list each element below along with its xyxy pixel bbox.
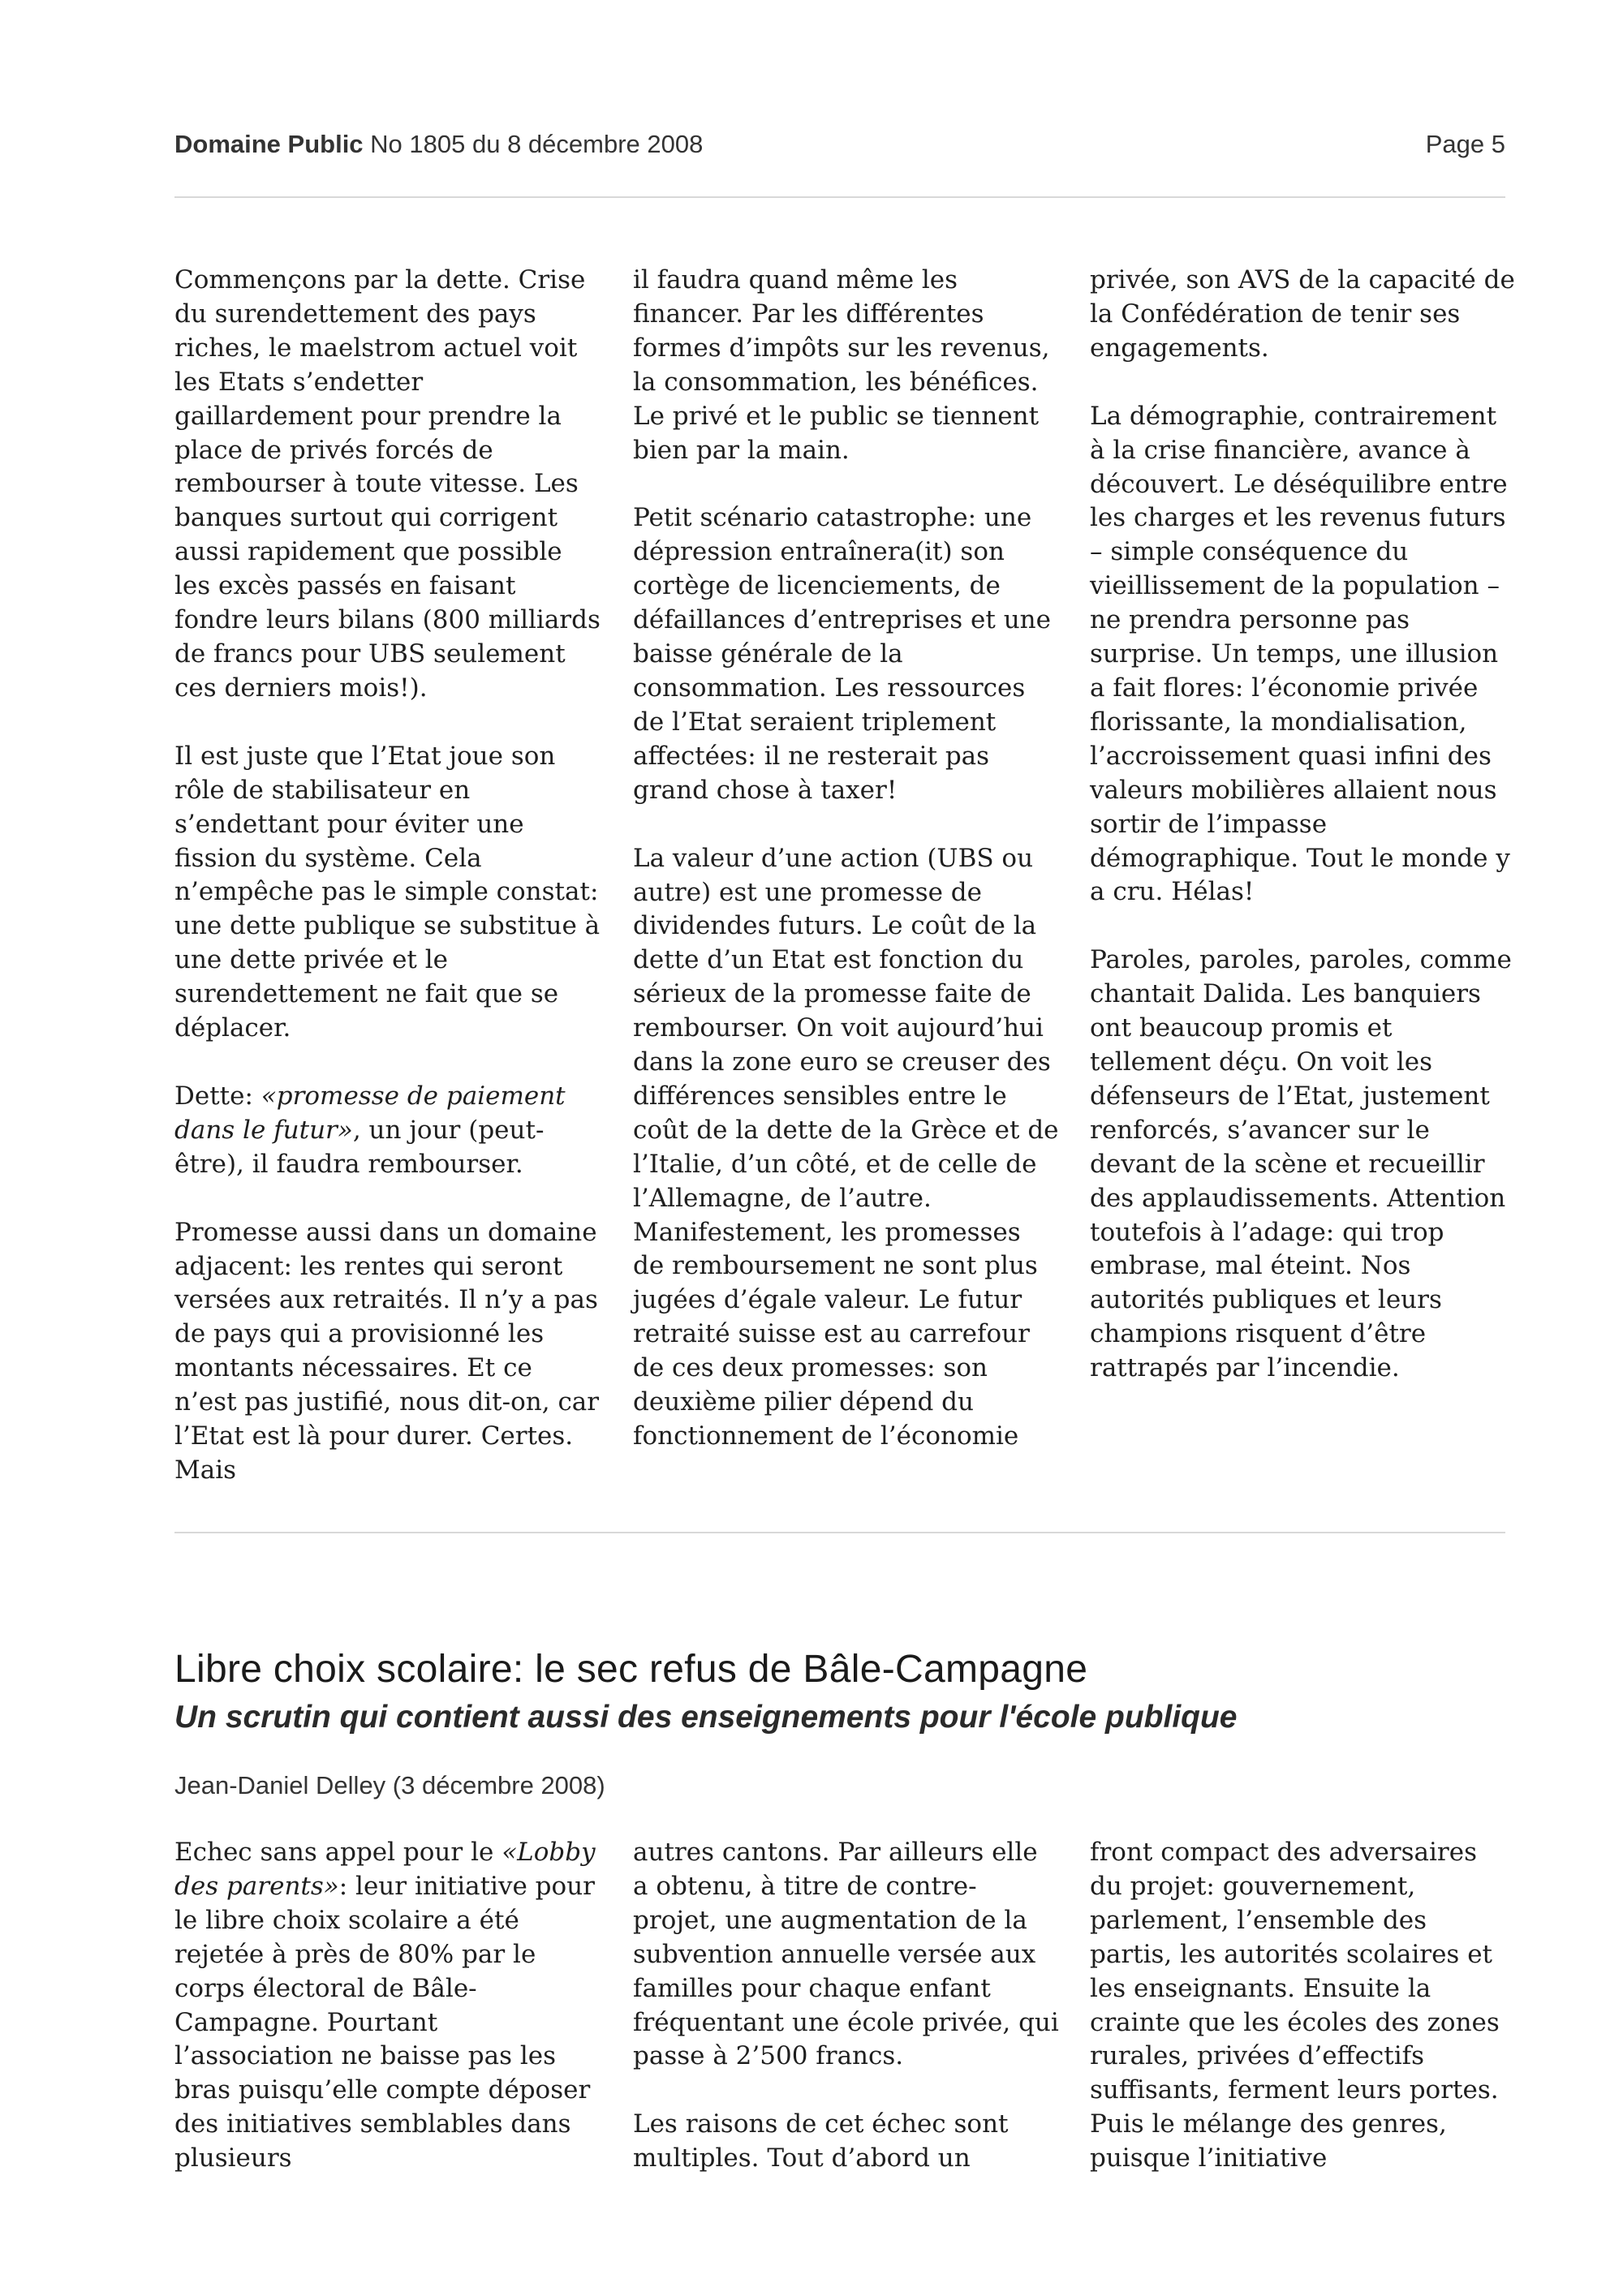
dette-label: Dette:	[174, 1081, 261, 1111]
lead-text: Echec sans appel pour le	[174, 1838, 502, 1867]
paragraph: Petit scénario catastrophe: une dépression entraînera(it) son cortège de licenciements, de défaillances d’entreprises et une baisse générale de la consommation. Les ressources de l’Etat seraient triplement affectées: il ne resterait pas grand chose à taxer!	[633, 503, 1051, 805]
dette-rest: , un jour (peut-être), il faudra rembourser.	[174, 1115, 545, 1179]
issue-info: No 1805 du 8 décembre 2008	[370, 130, 704, 158]
publication-name: Domaine Public	[174, 130, 364, 158]
article-byline: Jean-Daniel Delley (3 décembre 2008)	[174, 1771, 605, 1799]
paragraph: Il est juste que l’Etat joue son rôle de stabilisateur en s’endettant pour éviter une fission du système. Cela n’empêche pas le simple constat: une dette publique se substitue à une dette privée et le surendettement ne fait que se déplacer.	[174, 741, 601, 1043]
paragraph: La démographie, contrairement à la crise financière, avance à découvert. Le déséquilibre entre les charges et les revenus futurs – simple conséquence du vieillissement de la population – ne prendra personne pas surprise. Un temps, une illusion a fait flores: l’économie privée florissante, la mondialisation, l’accroissement quasi infini des valeurs mobilières allaient nous sortir de l’impasse démographique. Tout le monde y a cru. Hélas!	[1090, 401, 1510, 907]
article2-column-2	[633, 1836, 1059, 2176]
paragraph: Commençons par la dette. Crise du surendettement des pays riches, le maelstrom actuel voit les Etats s’endetter gaillardement pour prendre la place de privés forcés de rembourser à toute vitesse. Les banques surtout qui corrigent aussi rapidement que possible les excès passés en faisant fondre leurs bilans (800 milliards de francs pour UBS seulement ces derniers mois!).	[174, 265, 601, 703]
page-header	[174, 130, 1505, 170]
paragraph: front compact des adversaires du projet: gouvernement, parlement, l’ensemble des partis, les autorités scolaires et les enseignants. Ensuite la crainte que les écoles des zones rurales, privées d’effectifs suffisants, ferment leurs portes. Puis le mélange des genres, puisque l’initiative	[1090, 1838, 1500, 2173]
article2-column-1	[174, 1836, 601, 2176]
article-title: Libre choix scolaire: le sec refus de Bâle-Campagne	[174, 1648, 1088, 1691]
lead-rest: : leur initiative pour le libre choix scolaire a été rejetée à près de 80% par le corps électoral de Bâle-Campagne. Pourtant l’association ne baisse pas les bras puisqu’elle compte déposer des initiatives semblables dans plusieurs	[174, 1871, 595, 2173]
paragraph: La valeur d’une action (UBS ou autre) est une promesse de dividendes futurs. Le coût de la dette d’un Etat est fonction du sérieux de la promesse faite de rembourser. On voit aujourd’hui dans la zone euro se creuser des différences sensibles entre le coût de la dette de la Grèce et de l’Italie, d’un côté, et de celle de l’Allemagne, de l’autre. Manifestement, les promesses de remboursement ne sont plus jugées d’égale valeur. Le futur retraité suisse est au carrefour de ces deux promesses: son deuxième pilier dépend du fonctionnement de l’économie	[633, 843, 1059, 1451]
paragraph: Promesse aussi dans un domaine adjacent: les rentes qui seront versées aux retraités. Il n’y a pas de pays qui a provisionné les montants nécessaires. Et ce n’est pas justifié, nous dit-on, car l’Etat est là pour durer. Certes. Mais	[174, 1217, 600, 1485]
dette-quote: «promesse de paiement dans le futur»	[174, 1081, 566, 1145]
paragraph: Les raisons de cet échec sont multiples. Tout d’abord un	[633, 2109, 1009, 2173]
paragraph: Paroles, paroles, paroles, comme chantait Dalida. Les banquiers ont beaucoup promis et tellement déçu. On voit les défenseurs de l’Etat, justement renforcés, s’avancer sur le devant de la scène et recueillir des applaudissements. Attention toutefois à l’adage: qui trop embrase, mal éteint. Nos autorités publiques et leurs champions risquent d’être rattrapés par l’incendie.	[1090, 945, 1512, 1383]
article2-column-3	[1090, 1836, 1516, 2176]
lobby-quote: «Lobby des parents»	[174, 1838, 596, 1901]
article1-column-1	[174, 264, 601, 1488]
article1-column-3	[1090, 264, 1516, 1386]
header-divider	[174, 196, 1505, 198]
page-number: Page 5	[1425, 130, 1505, 158]
article-subtitle: Un scrutin qui contient aussi des enseignements pour l'école publique	[174, 1700, 1238, 1735]
paragraph: il faudra quand même les financer. Par les différentes formes d’impôts sur les revenus, la consommation, les bénéfices. Le privé et le public se tiennent bien par la main.	[633, 265, 1050, 465]
article-divider	[174, 1532, 1505, 1533]
paragraph: privée, son AVS de la capacité de la Confédération de tenir ses engagements.	[1090, 265, 1515, 363]
paragraph	[174, 1836, 601, 2176]
article1-column-2	[633, 264, 1059, 1454]
paragraph	[174, 1080, 601, 1182]
paragraph: autres cantons. Par ailleurs elle a obtenu, à titre de contre-projet, une augmentation de la subvention annuelle versée aux familles pour chaque enfant fréquentant une école privée, qui passe à 2’500 francs.	[633, 1838, 1059, 2071]
